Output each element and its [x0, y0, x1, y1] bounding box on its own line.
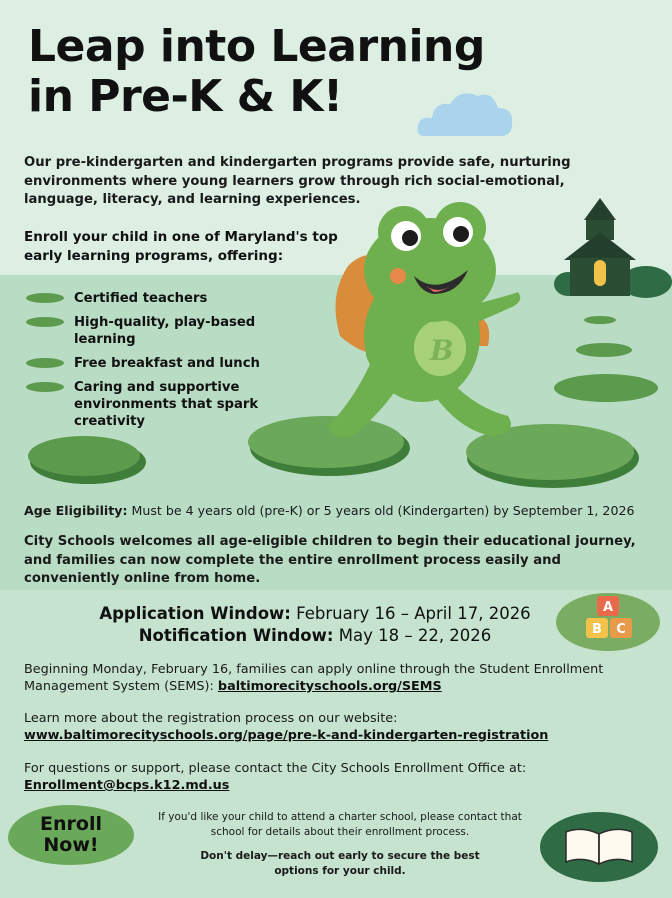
registration-page-link[interactable]: www.baltimorecityschools.org/page/pre-k-and-kindergarten-registration: [24, 728, 549, 743]
notification-window-dates: May 18 – 22, 2026: [338, 626, 492, 645]
application-window-label: Application Window:: [99, 604, 291, 623]
block-c-text: C: [616, 622, 626, 637]
application-window: [60, 603, 570, 625]
benefit-item: Free breakfast and lunch: [26, 355, 306, 372]
enroll-now-line-1: Enroll: [40, 813, 102, 835]
title-line-2: in Pre-K & K!: [28, 71, 343, 122]
backpack-letter-text: B: [430, 334, 454, 367]
learn-more-text: Learn more about the registration process on our website:: [24, 711, 398, 726]
frog-mascot-illustration: [318, 196, 548, 466]
enrollment-windows: [60, 603, 570, 647]
enroll-now-line-2: Now!: [43, 834, 99, 856]
benefit-item: Caring and supportive environments that spark creativity: [26, 379, 306, 430]
schoolhouse-icon: [560, 198, 672, 298]
dont-delay-note: Don't delay—reach out early to secure the best options for your child.: [200, 850, 480, 877]
open-book-icon: [562, 826, 636, 868]
block-a-text: A: [602, 600, 614, 615]
block-b-text: B: [592, 622, 602, 637]
sems-text: Beginning Monday, February 16, families can apply online through the Student Enrollment Management System (SEMS):: [24, 662, 604, 694]
charter-school-note: If you'd like your child to attend a charter school, please contact that school for details about their enrollment process.: [158, 811, 522, 838]
title-line-1: Leap into Learning: [28, 21, 485, 72]
learn-more-paragraph: [24, 710, 654, 744]
notification-window: [60, 625, 570, 647]
contact-text: For questions or support, please contact the City Schools Enrollment Office at:: [24, 761, 527, 776]
abc-blocks-icon: [584, 596, 634, 642]
notification-window-label: Notification Window:: [138, 626, 334, 645]
eligibility-text: Must be 4 years old (pre-K) or 5 years old (Kindergarten) by September 1, 2026: [131, 503, 635, 518]
benefit-item: Certified teachers: [26, 290, 306, 307]
contact-paragraph: [24, 760, 654, 794]
welcome-paragraph: City Schools welcomes all age-eligible children to begin their educational journey, and families can now complete the entire enrollment process easily and conveniently online from home.: [24, 534, 636, 586]
enrollment-email-link[interactable]: Enrollment@bcps.k12.md.us: [24, 778, 230, 793]
benefit-item: High-quality, play-based learning: [26, 314, 306, 348]
age-eligibility: [24, 503, 664, 519]
eligibility-label: Age Eligibility:: [24, 503, 128, 518]
enroll-lead-text: Enroll your child in one of Maryland's top early learning programs, offering:: [24, 229, 338, 264]
intro-paragraph: Our pre-kindergarten and kindergarten programs provide safe, nurturing environments where young learners grow through rich social-emotional, language, literacy, and learning experiences.: [24, 155, 571, 207]
enroll-now-button[interactable]: [8, 805, 134, 865]
sems-paragraph: [24, 661, 644, 695]
flyer-title: [28, 22, 485, 122]
sems-link[interactable]: baltimorecityschools.org/SEMS: [217, 679, 442, 694]
application-window-dates: February 16 – April 17, 2026: [296, 604, 531, 623]
